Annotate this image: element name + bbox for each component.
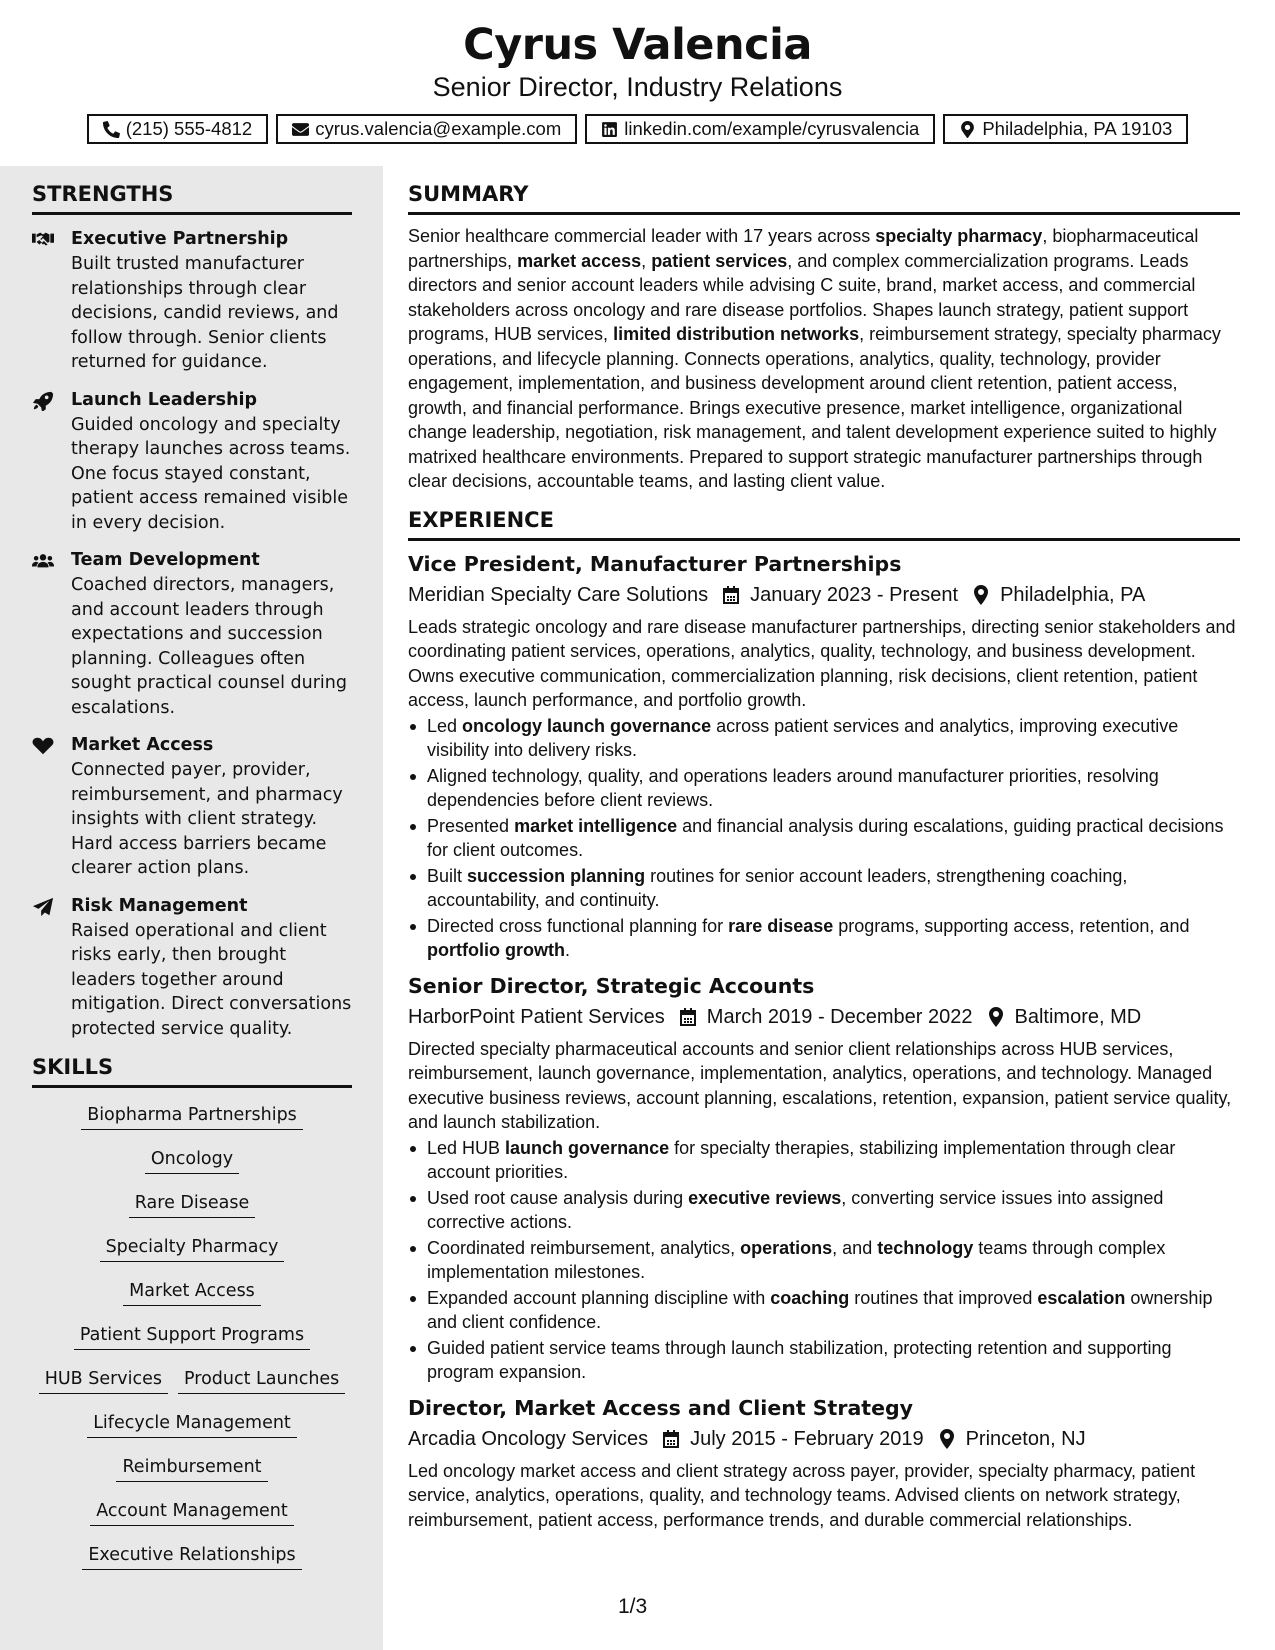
strength-desc: Guided oncology and specialty therapy launches across teams. One focus stayed constant, patient access remained visible in every decision. [71,414,351,533]
strength-desc: Built trusted manufacturer relationships through clear decisions, candid reviews, and follow through. Senior clients returned for guidance. [71,254,339,372]
company-name: Meridian Specialty Care Solutions [408,583,709,606]
map-pin-icon [973,1007,1015,1027]
location-text: Philadelphia, PA 19103 [982,118,1173,139]
skill-tag: Patient Support Programs [74,1324,310,1350]
job-dates: January 2023 - Present [750,583,959,606]
emphasis-text: operations [740,1237,833,1258]
skill-tag: Oncology [145,1148,239,1174]
skill-tag: Rare Disease [129,1192,255,1218]
candidate-name: Cyrus Valencia [463,20,812,70]
linkedin-text: linkedin.com/example/cyrusvalencia [624,118,920,139]
job-description: Leads strategic oncology and rare disease manufacturer partnerships, directing senior stakeholders and coordinating patient services, operations, analytics, quality, technology, and business development. Owns executive communication, commercialization planning, risk decisions, client retention, patient access, launch performance, and portfolio growth. [408,616,1236,710]
strength-item [32,227,352,375]
calendar-icon [648,1429,690,1449]
strength-item [32,894,352,1042]
bullet-item: Presented market intelligence and financial analysis during escalations, guiding practical decisions for client outcomes. [408,814,1240,863]
bullet-item: Led HUB launch governance for specialty therapies, stabilizing implementation through clear account priorities. [408,1136,1240,1185]
skill-tag: Account Management [90,1500,294,1526]
job-dates: July 2015 - February 2019 [690,1427,924,1450]
map-pin-icon [924,1429,966,1449]
skill-tag: Product Launches [178,1368,345,1394]
phone-icon [103,121,120,138]
contact-bar [0,114,1275,144]
skill-tag: Specialty Pharmacy [100,1236,285,1262]
job-location: Baltimore, MD [1014,1005,1142,1028]
job-bullets [408,1136,1240,1385]
experience-heading: EXPERIENCE [408,508,1240,541]
job-dates: March 2019 - December 2022 [706,1005,973,1028]
strengths-heading: STRENGTHS [32,182,352,215]
job-title: Director, Market Access and Client Strategy [408,1395,914,1420]
bullet-item: Guided patient service teams through launch stabilization, protecting retention and supporting program expansion. [408,1336,1240,1385]
job-entry [408,971,1240,1385]
strength-item [32,548,352,720]
skill-tag: HUB Services [39,1368,168,1394]
map-pin-icon [958,585,1000,605]
emphasis-text: escalation [1037,1287,1126,1308]
bullet-item: Directed cross functional planning for rare disease programs, supporting access, retention, and portfolio growth. [408,914,1240,963]
main-content [408,182,1240,1532]
rocket-icon [32,391,54,411]
contact-location [943,114,1188,144]
emphasis-text: specialty pharmacy [875,226,1043,246]
emphasis-text: portfolio growth [427,940,565,960]
bullet-item: Expanded account planning discipline with coaching routines that improved escalation ownership and client confidence. [408,1286,1240,1335]
linkedin-icon [601,121,618,138]
strength-item [32,388,352,536]
bullet-item: Used root cause analysis during executive reviews, converting service issues into assigned corrective actions. [408,1186,1240,1235]
skills-list [32,1098,352,1582]
job-bullets [408,714,1240,963]
strength-desc: Raised operational and client risks early, then brought leaders together around mitigation. Direct conversations protected service quality. [71,920,352,1039]
emphasis-text: rare disease [728,915,834,936]
bullet-item: Led oncology launch governance across patient services and analytics, improving executive visibility into delivery risks. [408,714,1240,763]
candidate-title: Senior Director, Industry Relations [432,72,843,102]
phone-text: (215) 555-4812 [125,118,253,139]
emphasis-text: executive reviews [688,1187,842,1208]
emphasis-text: patient services [651,250,788,271]
strength-title: Market Access [71,735,214,755]
skill-tag: Market Access [123,1280,261,1306]
skill-tag: Biopharma Partnerships [81,1104,303,1130]
emphasis-text: succession planning [467,865,646,886]
contact-linkedin[interactable] [585,114,935,144]
strength-title: Risk Management [71,895,248,916]
company-name: HarborPoint Patient Services [408,1005,665,1028]
job-meta [408,1002,1240,1032]
job-entry [408,549,1240,963]
strength-title: Team Development [71,550,260,570]
job-description: Directed specialty pharmaceutical accounts and senior client relationships across HUB services, reimbursement, launch governance, implementation, analytics, operations, and technology. Managed executive business reviews, account planning, escalations, retention, expansion, patient service quality, and launch stabilization. [408,1038,1232,1132]
emphasis-text: coaching [770,1287,850,1308]
summary-heading: SUMMARY [408,182,1240,215]
strength-title: Launch Leadership [71,389,258,410]
email-text: cyrus.valencia@example.com [315,118,562,139]
strength-desc: Connected payer, provider, reimbursement, and pharmacy insights with client strategy. Hard access barriers became clearer action plans. [71,760,343,878]
contact-phone[interactable] [87,114,269,144]
users-icon [32,551,54,571]
company-name: Arcadia Oncology Services [408,1427,649,1450]
strengths-list [32,227,352,1041]
emphasis-text: limited distribution networks [613,324,860,344]
sidebar [0,166,383,1650]
job-description: Led oncology market access and client strategy across payer, provider, specialty pharmacy, patient service, analytics, operations, quality, and technology teams. Advised clients on network strategy, reimbursement, patient access, performance trends, and durable commercial relationships. [408,1460,1196,1530]
summary-text: Senior healthcare commercial leader with 17 years across specialty pharmacy, biopharmaceutical partnerships, market access, patient services, and complex commercialization programs. Leads directors and senior account leaders while advising C suite, brand, market access, and commercial stakeholders across oncology and rare disease portfolios. Shapes launch strategy, patient support programs, HUB services, limited distribution networks, reimbursement strategy, specialty pharmacy operations, and lifecycle planning. Connects operations, analytics, quality, technology, provider engagement, implementation, and business development around client retention, patient access, growth, and financial performance. Brings executive presence, market intelligence, organizational change leadership, negotiation, risk management, and talent development experience suited to highly matrixed healthcare environments. Prepared to support strategic manufacturer partnerships through clear decisions, accountable teams, and lasting client value. [408,226,1221,491]
skills-heading: SKILLS [32,1055,352,1088]
job-meta [408,1424,1240,1454]
paper-plane-icon [32,897,54,917]
envelope-icon [292,121,309,138]
skill-tag: Executive Relationships [82,1544,301,1570]
bullet-item: Coordinated reimbursement, analytics, operations, and technology teams through complex implementation milestones. [408,1236,1240,1285]
job-location: Princeton, NJ [965,1427,1086,1450]
job-location: Philadelphia, PA [1000,583,1146,606]
job-title: Vice President, Manufacturer Partnerships [408,551,902,576]
emphasis-text: market access [517,250,642,271]
skill-tag: Lifecycle Management [87,1412,297,1438]
contact-email[interactable] [276,114,577,144]
emphasis-text: market intelligence [514,815,678,836]
job-entry [408,1393,1240,1533]
job-title: Senior Director, Strategic Accounts [408,973,815,998]
map-pin-icon [959,121,976,138]
heart-icon [32,736,54,756]
calendar-icon [708,585,750,605]
strength-desc: Coached directors, managers, and account leaders through expectations and succession planning. Colleagues often sought practical counsel during escalations. [71,575,347,718]
skill-tag: Reimbursement [116,1456,267,1482]
bullet-item: Built succession planning routines for senior account leaders, strengthening coaching, accountability, and continuity. [408,864,1240,913]
resume-header [0,0,1275,166]
bullet-item: Aligned technology, quality, and operations leaders around manufacturer priorities, resolving dependencies before client reviews. [408,764,1240,813]
emphasis-text: launch governance [505,1137,670,1158]
emphasis-text: oncology launch governance [462,715,712,736]
job-meta [408,580,1240,610]
strength-item [32,733,352,881]
page-number: 1/3 [618,1595,648,1618]
handshake-icon [32,230,54,250]
strength-title: Executive Partnership [71,229,289,249]
calendar-icon [665,1007,707,1027]
emphasis-text: technology [877,1237,974,1258]
